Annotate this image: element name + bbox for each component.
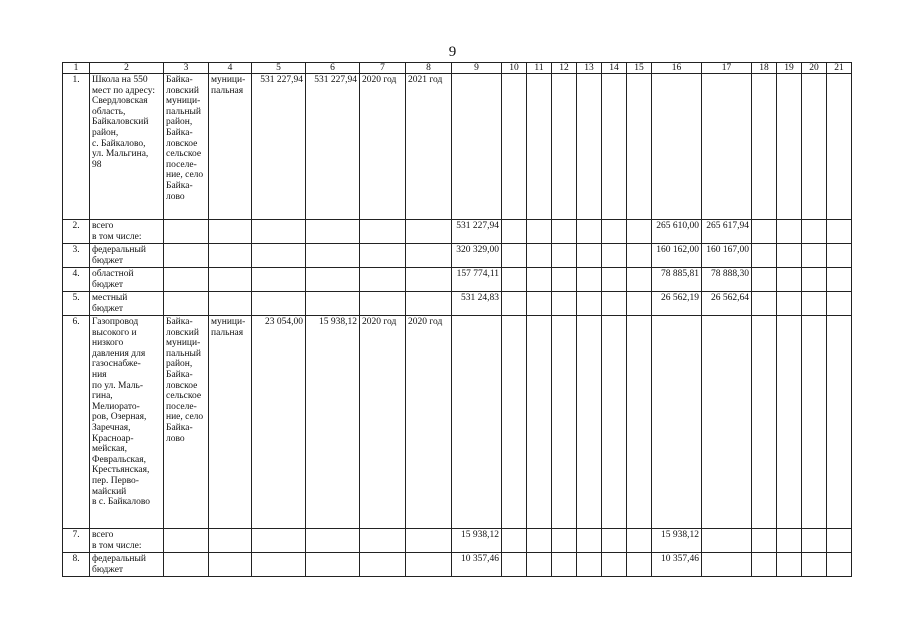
cell-col-17: 78 888,30: [702, 268, 752, 292]
empty-cell: [752, 529, 777, 553]
page-number: 9: [448, 44, 457, 60]
empty-cell: [502, 292, 527, 316]
column-number-cell: 1: [63, 63, 90, 74]
empty-cell: [627, 316, 652, 529]
empty-cell: [802, 292, 827, 316]
cell-col-1: 8.: [63, 553, 90, 577]
column-number-cell: 21: [827, 63, 852, 74]
table-row: [63, 553, 852, 577]
column-number-cell: 9: [452, 63, 502, 74]
cell-col-4: [209, 220, 252, 244]
cell-col-7: 2020 год: [360, 74, 406, 220]
cell-col-1: 1.: [63, 74, 90, 220]
cell-col-8: [406, 220, 452, 244]
column-number-cell: 7: [360, 63, 406, 74]
empty-cell: [777, 220, 802, 244]
cell-col-5: [252, 553, 306, 577]
column-number-row: [63, 63, 852, 74]
table-row: [63, 74, 852, 220]
cell-col-17: [702, 553, 752, 577]
empty-cell: [777, 529, 802, 553]
empty-cell: [577, 244, 602, 268]
empty-cell: [602, 268, 627, 292]
cell-col-2: всего в том числе:: [90, 529, 164, 553]
column-number-cell: 15: [627, 63, 652, 74]
empty-cell: [527, 553, 552, 577]
empty-cell: [752, 220, 777, 244]
cell-col-6: [306, 529, 360, 553]
column-number-cell: 3: [164, 63, 209, 74]
cell-col-1: 6.: [63, 316, 90, 529]
cell-col-16: 15 938,12: [652, 529, 702, 553]
empty-cell: [777, 244, 802, 268]
cell-col-9: 10 357,46: [452, 553, 502, 577]
cell-col-2: областной бюджет: [90, 268, 164, 292]
cell-col-6: [306, 220, 360, 244]
cell-col-9: 157 774,11: [452, 268, 502, 292]
empty-cell: [802, 244, 827, 268]
cell-col-3: [164, 529, 209, 553]
column-number-cell: 2: [90, 63, 164, 74]
cell-col-5: 23 054,00: [252, 316, 306, 529]
cell-col-7: [360, 268, 406, 292]
empty-cell: [502, 316, 527, 529]
table-row: [63, 220, 852, 244]
cell-col-5: [252, 220, 306, 244]
cell-col-6: 15 938,12: [306, 316, 360, 529]
empty-cell: [752, 292, 777, 316]
empty-cell: [502, 553, 527, 577]
empty-cell: [627, 244, 652, 268]
empty-cell: [752, 244, 777, 268]
empty-cell: [602, 316, 627, 529]
cell-col-1: 7.: [63, 529, 90, 553]
cell-col-4: [209, 268, 252, 292]
cell-col-7: [360, 529, 406, 553]
cell-col-17: [702, 74, 752, 220]
empty-cell: [827, 220, 852, 244]
empty-cell: [552, 292, 577, 316]
cell-col-7: [360, 220, 406, 244]
cell-col-2: местный бюджет: [90, 292, 164, 316]
column-number-cell: 13: [577, 63, 602, 74]
cell-col-5: 531 227,94: [252, 74, 306, 220]
empty-cell: [777, 292, 802, 316]
empty-cell: [527, 220, 552, 244]
cell-col-6: 531 227,94: [306, 74, 360, 220]
empty-cell: [827, 268, 852, 292]
empty-cell: [577, 553, 602, 577]
cell-col-17: [702, 316, 752, 529]
empty-cell: [577, 316, 602, 529]
empty-cell: [552, 244, 577, 268]
cell-col-4: [209, 553, 252, 577]
cell-col-5: [252, 529, 306, 553]
cell-col-3: [164, 244, 209, 268]
empty-cell: [627, 74, 652, 220]
cell-col-17: 26 562,64: [702, 292, 752, 316]
cell-col-7: 2020 год: [360, 316, 406, 529]
empty-cell: [577, 268, 602, 292]
cell-col-9: 531 227,94: [452, 220, 502, 244]
cell-col-2: Газопровод высокого и низкого давления для газоснабже- ния по ул. Маль- гина, Мелиорато- ров, Озерная, Заречная, Красноар- мейская, Февральская, Крестьянская, пер. Перво- майский в с. Байкалово: [90, 316, 164, 529]
column-number-cell: 12: [552, 63, 577, 74]
empty-cell: [827, 316, 852, 529]
cell-col-9: [452, 74, 502, 220]
empty-cell: [527, 268, 552, 292]
cell-col-17: 160 167,00: [702, 244, 752, 268]
cell-col-9: [452, 316, 502, 529]
empty-cell: [827, 529, 852, 553]
empty-cell: [827, 74, 852, 220]
cell-col-3: [164, 268, 209, 292]
empty-cell: [627, 553, 652, 577]
cell-col-5: [252, 268, 306, 292]
cell-col-8: [406, 553, 452, 577]
cell-col-3: [164, 553, 209, 577]
cell-col-2: Школа на 550 мест по адресу: Свердловская область, Байкаловский район, с. Байкалово, ул. Мальгина, 98: [90, 74, 164, 220]
cell-col-5: [252, 244, 306, 268]
cell-col-8: [406, 292, 452, 316]
cell-col-8: 2020 год: [406, 316, 452, 529]
cell-col-16: [652, 316, 702, 529]
cell-col-16: 26 562,19: [652, 292, 702, 316]
empty-cell: [627, 292, 652, 316]
column-number-cell: 11: [527, 63, 552, 74]
empty-cell: [802, 74, 827, 220]
empty-cell: [502, 529, 527, 553]
cell-col-16: 160 162,00: [652, 244, 702, 268]
empty-cell: [527, 244, 552, 268]
column-number-cell: 16: [652, 63, 702, 74]
empty-cell: [752, 553, 777, 577]
empty-cell: [577, 529, 602, 553]
cell-col-8: [406, 268, 452, 292]
empty-cell: [827, 553, 852, 577]
cell-col-6: [306, 553, 360, 577]
empty-cell: [627, 220, 652, 244]
empty-cell: [552, 316, 577, 529]
empty-cell: [552, 220, 577, 244]
empty-cell: [752, 74, 777, 220]
empty-cell: [552, 268, 577, 292]
cell-col-4: [209, 244, 252, 268]
cell-col-4: муници- пальная: [209, 316, 252, 529]
table-row: [63, 529, 852, 553]
empty-cell: [777, 74, 802, 220]
cell-col-16: 10 357,46: [652, 553, 702, 577]
column-number-cell: 4: [209, 63, 252, 74]
empty-cell: [602, 553, 627, 577]
cell-col-1: 2.: [63, 220, 90, 244]
empty-cell: [577, 220, 602, 244]
empty-cell: [602, 220, 627, 244]
empty-cell: [502, 74, 527, 220]
empty-cell: [552, 529, 577, 553]
cell-col-3: [164, 292, 209, 316]
cell-col-6: [306, 244, 360, 268]
empty-cell: [802, 220, 827, 244]
empty-cell: [802, 316, 827, 529]
cell-col-17: [702, 529, 752, 553]
cell-col-3: Байка- ловский муници- пальный район, Байка- ловское сельское поселе- ние, село Байка- лово: [164, 74, 209, 220]
empty-cell: [527, 292, 552, 316]
cell-col-16: 78 885,81: [652, 268, 702, 292]
cell-col-16: [652, 74, 702, 220]
empty-cell: [552, 553, 577, 577]
cell-col-16: 265 610,00: [652, 220, 702, 244]
cell-col-6: [306, 292, 360, 316]
cell-col-4: муници- пальная: [209, 74, 252, 220]
cell-col-17: 265 617,94: [702, 220, 752, 244]
cell-col-9: 15 938,12: [452, 529, 502, 553]
cell-col-1: 3.: [63, 244, 90, 268]
table-row: [63, 244, 852, 268]
empty-cell: [602, 74, 627, 220]
cell-col-4: [209, 292, 252, 316]
empty-cell: [577, 292, 602, 316]
empty-cell: [827, 292, 852, 316]
empty-cell: [502, 244, 527, 268]
empty-cell: [752, 268, 777, 292]
empty-cell: [802, 553, 827, 577]
empty-cell: [577, 74, 602, 220]
table-row: [63, 268, 852, 292]
empty-cell: [627, 529, 652, 553]
cell-col-9: 320 329,00: [452, 244, 502, 268]
cell-col-8: [406, 244, 452, 268]
column-number-cell: 5: [252, 63, 306, 74]
empty-cell: [602, 244, 627, 268]
column-number-cell: 10: [502, 63, 527, 74]
column-number-cell: 17: [702, 63, 752, 74]
column-number-cell: 19: [777, 63, 802, 74]
cell-col-5: [252, 292, 306, 316]
empty-cell: [777, 553, 802, 577]
column-number-cell: 20: [802, 63, 827, 74]
empty-cell: [502, 268, 527, 292]
empty-cell: [777, 268, 802, 292]
empty-cell: [627, 268, 652, 292]
cell-col-1: 4.: [63, 268, 90, 292]
cell-col-8: [406, 529, 452, 553]
cell-col-3: Байка- ловский муници- пальный район, Байка- ловское сельское поселе- ние, село Байка- лово: [164, 316, 209, 529]
empty-cell: [527, 316, 552, 529]
table-row: [63, 316, 852, 529]
empty-cell: [552, 74, 577, 220]
table-row: [63, 292, 852, 316]
cell-col-2: всего в том числе:: [90, 220, 164, 244]
cell-col-4: [209, 529, 252, 553]
empty-cell: [602, 292, 627, 316]
empty-cell: [802, 268, 827, 292]
empty-cell: [752, 316, 777, 529]
column-number-cell: 6: [306, 63, 360, 74]
column-number-cell: 8: [406, 63, 452, 74]
empty-cell: [602, 529, 627, 553]
cell-col-7: [360, 292, 406, 316]
cell-col-1: 5.: [63, 292, 90, 316]
cell-col-6: [306, 268, 360, 292]
empty-cell: [827, 244, 852, 268]
empty-cell: [802, 529, 827, 553]
cell-col-3: [164, 220, 209, 244]
cell-col-2: федеральный бюджет: [90, 244, 164, 268]
cell-col-8: 2021 год: [406, 74, 452, 220]
empty-cell: [527, 529, 552, 553]
cell-col-7: [360, 553, 406, 577]
cell-col-7: [360, 244, 406, 268]
empty-cell: [502, 220, 527, 244]
budget-table: [62, 62, 852, 577]
column-number-cell: 14: [602, 63, 627, 74]
cell-col-9: 531 24,83: [452, 292, 502, 316]
cell-col-2: федеральный бюджет: [90, 553, 164, 577]
empty-cell: [527, 74, 552, 220]
column-number-cell: 18: [752, 63, 777, 74]
empty-cell: [777, 316, 802, 529]
